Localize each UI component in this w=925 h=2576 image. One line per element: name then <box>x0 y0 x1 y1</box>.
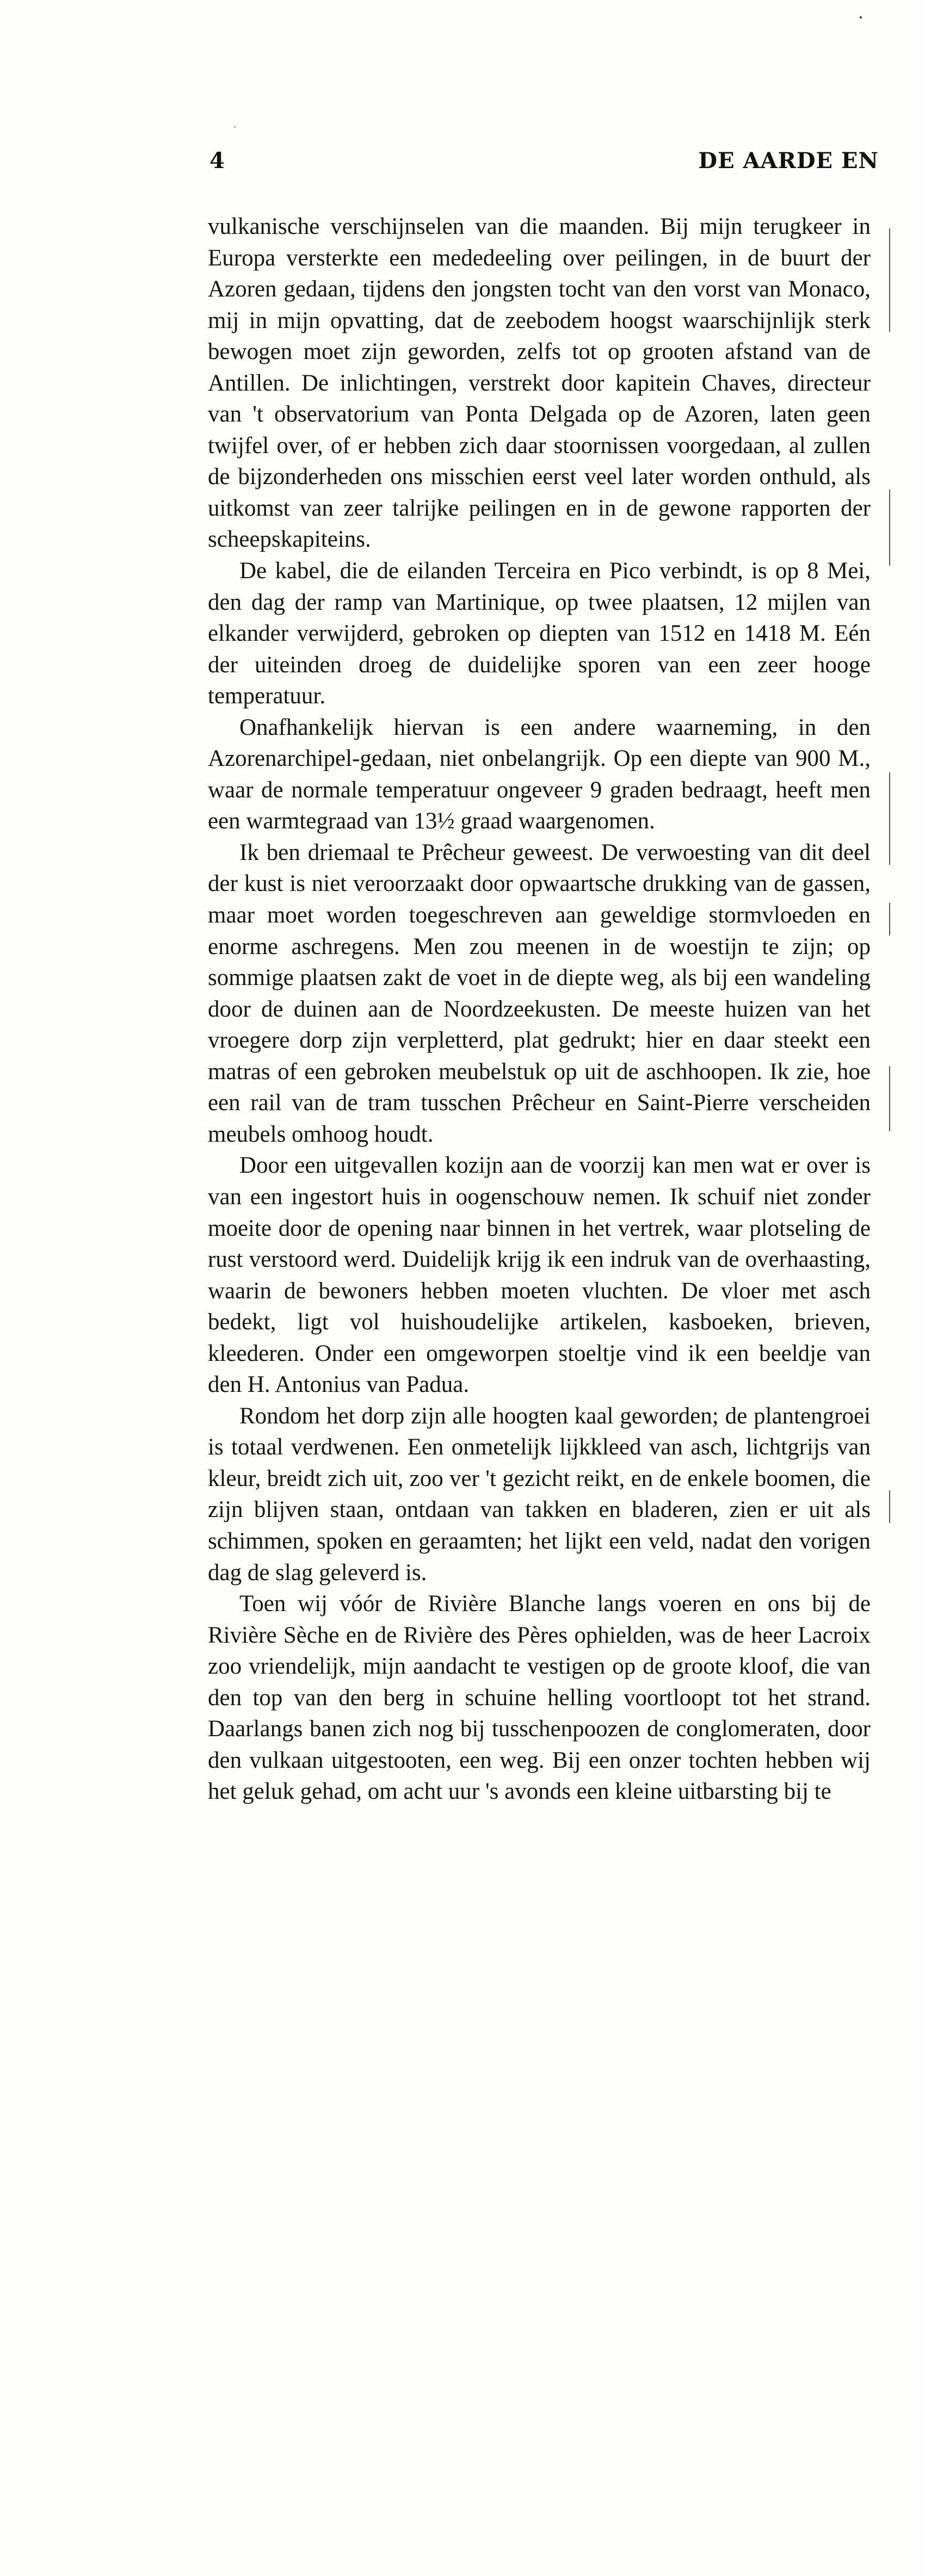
paragraph-barren-hills: Rondom het dorp zijn alle hoogten kaal geworden; de plantengroei is totaal verdwenen. Een onmetelijk lijkkleed van asch, lichtgrijs van kleur, breidt zich uit, zoo ver 't gezicht reikt, en de enkele boomen, die zijn blijven staan, ontdaan van takken en bladeren, zien er uit als schimmen, spoken en geraamten; het lijkt een veld, nadat den vorigen dag de slag geleverd is. <box>208 1403 871 1586</box>
running-title: DE AARDE EN <box>698 148 879 174</box>
paragraph-precheur: Ik ben driemaal te Prêcheur geweest. De verwoesting van dit deel der kust is niet veroorzaakt door opwaartsche drukking van de gassen, maar moet worden toegeschreven aan geweldige stormvloeden en enorme aschregens. Men zou meenen in de woestijn te zijn; op sommige plaatsen zakt de voet in de diepte weg, als bij een wandeling door de duinen aan de Noordzeekusten. De meeste huizen van het vroegere dorp zijn verpletterd, plat gedrukt; hier en daar steekt een matras of een gebroken meubelstuk op uit de aschhoopen. Ik zie, hoe een rail van de tram tusschen Prêcheur en Saint-Pierre verscheiden meubels omhoog houdt. <box>208 839 871 1147</box>
paragraph-continuation: vulkanische verschijnselen van die maanden. Bij mijn terugkeer in Europa versterkte een mededeeling over peilingen, in de buurt der Azoren gedaan, tijdens den jongsten tocht van den vorst van Monaco, mij in mijn opvatting, dat de zeebodem hoogst waarschijnlijk sterk bewogen moet zijn geworden, zelfs tot op grooten afstand van de Antillen. De inlichtingen, verstrekt door kapitein Chaves, directeur van 't observatorium van Ponta Delgada op de Azoren, laten geen twijfel over, of er hebben zich daar stoornissen voorgedaan, al zullen de bijzonderheden ons misschien eerst veel later worden onthuld, als uitkomst van zeer talrijke peilingen en in de gewone rapporten der scheepskapiteins. <box>208 214 871 553</box>
margin-scan-line <box>889 1490 890 1523</box>
paragraph-azores-temperature: Onafhankelijk hiervan is een andere waarneming, in den Azorenarchipel-gedaan, niet onbelangrijk. Op een diepte van 900 M., waar de normale temperatuur ongeveer 9 graden bedraagt, heeft men een warmtegraad van 13½ graad waargenomen. <box>208 714 871 834</box>
margin-scan-line <box>889 772 890 865</box>
margin-scan-line <box>889 1066 890 1131</box>
body-text <box>208 211 871 1807</box>
scan-speck <box>860 16 862 18</box>
paragraph-riviere-blanche: Toen wij vóór de Rivière Blanche langs voeren en ons bij de Rivière Sèche en de Rivière des Pères ophielden, was de heer Lacroix zoo vriendelijk, mijn aandacht te vestigen op de groote kloof, die van den top van den berg in schuine helling voortloopt tot het strand. Daarlangs banen zich nog bij tusschenpoozen de conglomeraten, door den vulkaan uitgestooten, een weg. Bij een onzer tochten hebben wij het geluk gehad, om acht uur 's avonds een kleine uitbarsting bij te <box>208 1591 871 1805</box>
margin-scan-line <box>889 228 890 332</box>
paragraph-collapsed-house: Door een uitgevallen kozijn aan de voorzij kan men wat er over is van een ingestort huis in oogenschouw nemen. Ik schuif niet zonder moeite door de opening naar binnen in het vertrek, waar plotseling de rust verstoord werd. Duidelijk krijg ik een indruk van de overhaasting, waarin de bewoners hebben moeten vluchten. De vloer met asch bedekt, ligt vol huishoudelijke artikelen, kasboeken, brieven, kleederen. Onder een omgeworpen stoeltje vind ik een beeldje van den H. Antonius van Padua. <box>208 1153 871 1398</box>
page-header <box>209 148 879 181</box>
margin-scan-line <box>889 490 890 566</box>
margin-scan-line <box>889 903 890 936</box>
paragraph-cable: De kabel, die de eilanden Terceira en Pico verbindt, is op 8 Mei, den dag der ramp van Martinique, op twee plaatsen, 12 mijlen van elkander verwijderd, gebroken op diepten van 1512 en 1418 M. Eén der uiteinden droeg de duidelijke sporen van een zeer hooge temperatuur. <box>208 558 871 709</box>
scan-speck <box>234 126 236 128</box>
page-number: 4 <box>209 148 225 174</box>
